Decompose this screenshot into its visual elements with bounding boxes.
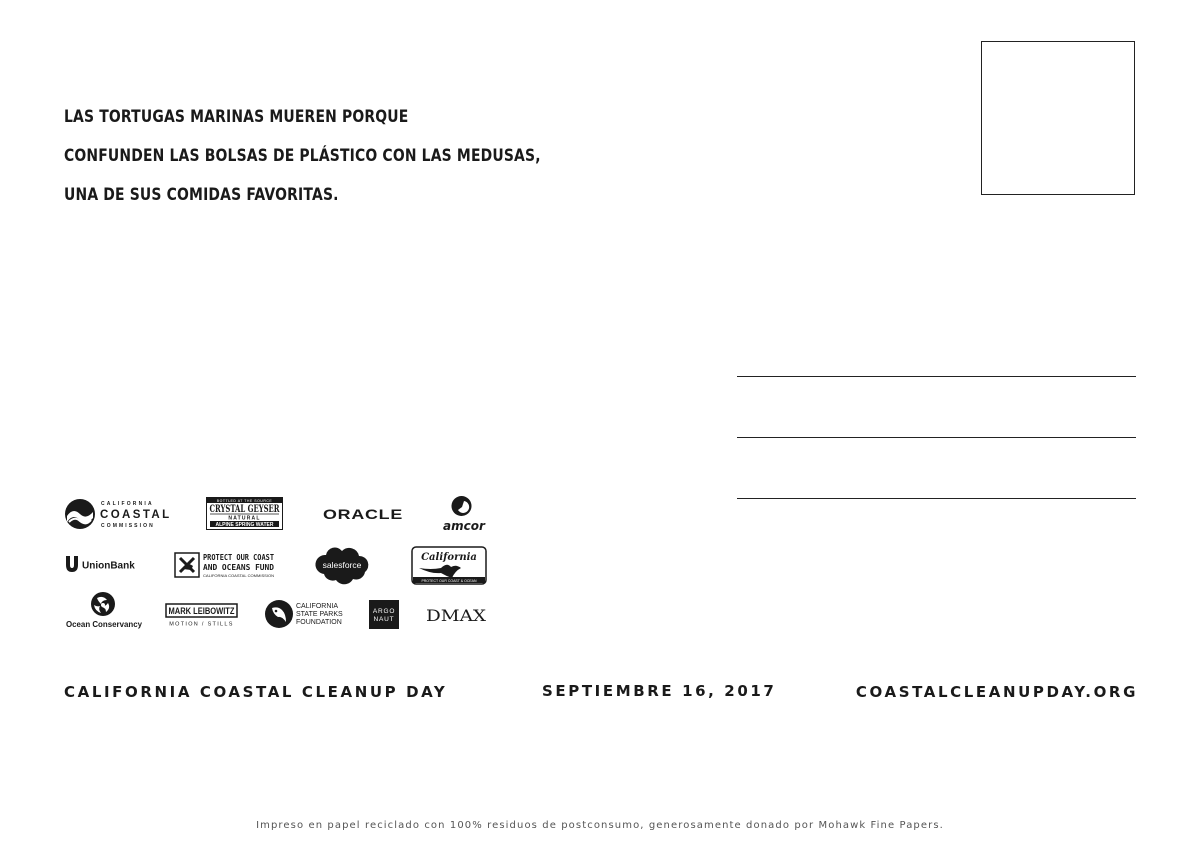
message-text <box>64 98 645 215</box>
state-parks-foundation-logo <box>264 598 344 632</box>
protect-line1: PROTECT OUR COAST <box>203 553 275 562</box>
ocean-conservancy-text: Ocean Conservancy <box>66 620 143 629</box>
crystal-geyser-line3: ALPINE SPRING WATER <box>215 522 274 528</box>
argonaut-line2: NAUT <box>373 616 395 623</box>
parks-line3: FOUNDATION <box>296 619 342 626</box>
ccc-line1: CALIFORNIA <box>101 501 154 507</box>
ccc-line2: COASTAL <box>100 509 172 521</box>
argonaut-line1: ARGO <box>372 608 396 615</box>
california-coastal-commission-logo <box>64 496 174 532</box>
event-date: SEPTIEMBRE 16, 2017 <box>542 682 777 700</box>
plate-bottom: PROTECT OUR COAST & OCEAN <box>421 578 477 583</box>
address-line-1 <box>737 376 1136 377</box>
oracle-text: ORACLE <box>323 506 403 522</box>
amcor-logo <box>440 493 488 533</box>
union-bank-text: UnionBank <box>82 560 135 572</box>
crystal-geyser-top: BOTTLED AT THE SOURCE <box>216 499 273 503</box>
crystal-geyser-logo <box>206 497 284 531</box>
protect-our-coast-logo <box>174 550 278 580</box>
protect-line3: CALIFORNIA COASTAL COMMISSION <box>203 574 275 578</box>
leibowitz-line2: MOTION / STILLS <box>169 621 234 628</box>
ocean-conservancy-logo <box>64 590 144 630</box>
salesforce-text: salesforce <box>322 560 362 570</box>
dmax-text: DMAX <box>426 606 487 625</box>
parks-line1: CALIFORNIA <box>296 603 339 610</box>
salesforce-logo <box>312 543 372 585</box>
website-url: COASTALCLEANUPDAY.ORG <box>855 683 1138 701</box>
fineprint: Impreso en papel reciclado con 100% residuos de postconsumo, generosamente donado por Mohawk Fine Papers. <box>256 820 944 831</box>
message-line-1: LAS TORTUGAS MARINAS MUEREN PORQUE <box>64 107 409 127</box>
california-plate-logo <box>411 546 487 586</box>
plate-script: California <box>421 552 477 563</box>
parks-line2: STATE PARKS <box>296 611 343 618</box>
message-line-2: CONFUNDEN LAS BOLSAS DE PLÁSTICO CON LAS MEDUSAS, <box>64 146 541 166</box>
argonaut-logo <box>369 600 400 630</box>
leibowitz-line1: MARK LEIBOWITZ <box>168 606 235 616</box>
message-line-3: UNA DE SUS COMIDAS FAVORITAS. <box>64 185 339 205</box>
ccc-line3: COMMISSION <box>101 523 155 529</box>
protect-line2: AND OCEANS FUND <box>203 563 275 572</box>
dmax-logo <box>424 604 488 626</box>
amcor-text: amcor <box>443 519 485 533</box>
crystal-geyser-line2: NATURAL <box>228 515 261 522</box>
union-bank-logo <box>64 553 144 575</box>
stamp-box <box>981 41 1135 195</box>
address-line-3 <box>737 498 1136 499</box>
mark-leibowitz-logo <box>164 603 240 629</box>
event-name: CALIFORNIA COASTAL CLEANUP DAY <box>64 683 448 701</box>
address-line-2 <box>737 437 1136 438</box>
oracle-logo <box>322 505 406 525</box>
crystal-geyser-line1: CRYSTAL GEYSER <box>209 504 280 515</box>
